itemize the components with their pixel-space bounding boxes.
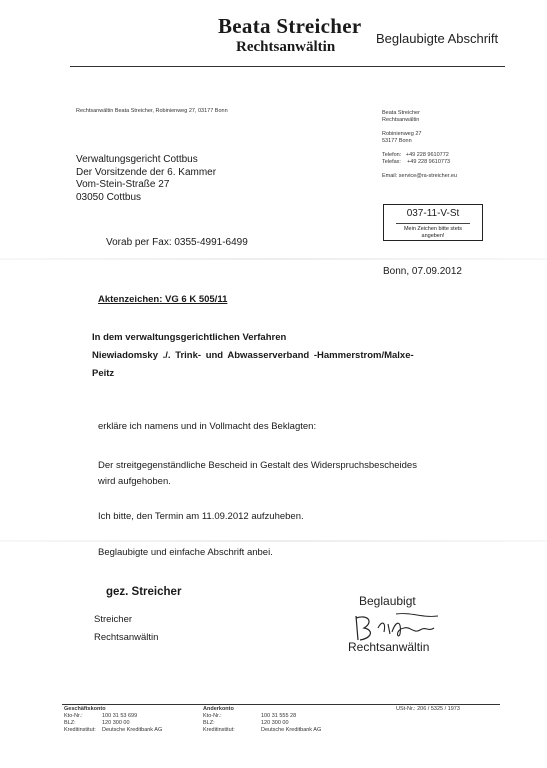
case-number: Aktenzeichen: VG 6 K 505/11 bbox=[98, 294, 228, 305]
reference-note: Mein Zeichen bitte stets angeben! bbox=[396, 223, 470, 239]
contact-street: Robinienweg 27 bbox=[382, 131, 422, 137]
body-paragraph: Ich bitte, den Termin am 11.09.2012 aufzuheben. bbox=[98, 511, 304, 522]
footer-vat-number: USt-Nr.: 206 / 5325 / 1973 bbox=[396, 706, 460, 712]
signature-name: Streicher bbox=[94, 614, 133, 625]
contact-fax: Telefax: +49 228 9610773 bbox=[382, 159, 451, 165]
certification-stamp-title: Rechtsanwältin bbox=[348, 640, 430, 654]
certification-stamp-label: Beglaubigt bbox=[359, 594, 416, 608]
sender-contact-block bbox=[382, 110, 457, 180]
body-paragraph: Beglaubigte und einfache Abschrift anbei. bbox=[98, 547, 273, 558]
signature-signed: gez. Streicher bbox=[106, 586, 182, 598]
parties-line: Niewiadomsky ./. Trink- und Abwasserverband -Hammerstrom/Malxe- bbox=[92, 350, 414, 361]
contact-name: Beata Streicher bbox=[382, 110, 420, 116]
sender-line: Rechtsanwältin Beata Streicher, Robinienweg 27, 03177 Bonn bbox=[76, 108, 228, 114]
recipient-line: Der Vorsitzende der 6. Kammer bbox=[76, 166, 217, 178]
letterhead-rule bbox=[70, 66, 505, 67]
footer-business-account: Geschäftskonto Kto-Nr.: 100 31 53 699 BLZ: 120 300 00 Kreditinstitut: Deutsche Kreditbank AG bbox=[64, 706, 163, 733]
recipient-line: 03050 Cottbus bbox=[76, 191, 142, 203]
recipient-address bbox=[76, 154, 216, 204]
recipient-line: Vom-Stein-Straße 27 bbox=[76, 179, 170, 190]
body-paragraph-continued: wird aufgehoben. bbox=[98, 476, 171, 487]
handwritten-signature bbox=[352, 610, 442, 644]
certified-copy-label: Beglaubigte Abschrift bbox=[376, 31, 499, 46]
contact-city: 53177 Bonn bbox=[382, 138, 412, 144]
body-paragraph: Der streitgegenständliche Bescheid in Gestalt des Widerspruchsbescheides bbox=[98, 460, 417, 471]
letterhead-title: Rechtsanwältin bbox=[236, 39, 336, 55]
footer-trust-account: Anderkonto Kto-Nr.: 100 31 555 28 BLZ: 120 300 00 Kreditinstitut: Deutsche Kreditbank AG bbox=[203, 706, 322, 733]
reference-code: 037-11-V-St bbox=[406, 208, 460, 219]
letter-date: Bonn, 07.09.2012 bbox=[383, 266, 462, 277]
contact-email: Email: service@ra-streicher.eu bbox=[382, 173, 457, 179]
signature-title: Rechtsanwältin bbox=[94, 632, 159, 643]
reference-box bbox=[383, 204, 483, 241]
fax-line: Vorab per Fax: 0355-4991-6499 bbox=[106, 237, 248, 248]
proceedings-heading: In dem verwaltungsgerichtlichen Verfahren bbox=[92, 332, 287, 343]
contact-title: Rechtsanwältin bbox=[382, 117, 420, 123]
letterhead-name: Beata Streicher bbox=[218, 14, 362, 38]
scan-crease bbox=[0, 540, 547, 542]
contact-phone: Telefon: +49 228 9610772 bbox=[382, 152, 449, 158]
body-paragraph: erkläre ich namens und in Vollmacht des Beklagten: bbox=[98, 421, 317, 432]
scan-crease bbox=[0, 258, 547, 260]
recipient-line: Verwaltungsgericht Cottbus bbox=[76, 154, 198, 165]
footer-rule bbox=[62, 704, 500, 705]
parties-line-continued: Peitz bbox=[92, 368, 115, 379]
